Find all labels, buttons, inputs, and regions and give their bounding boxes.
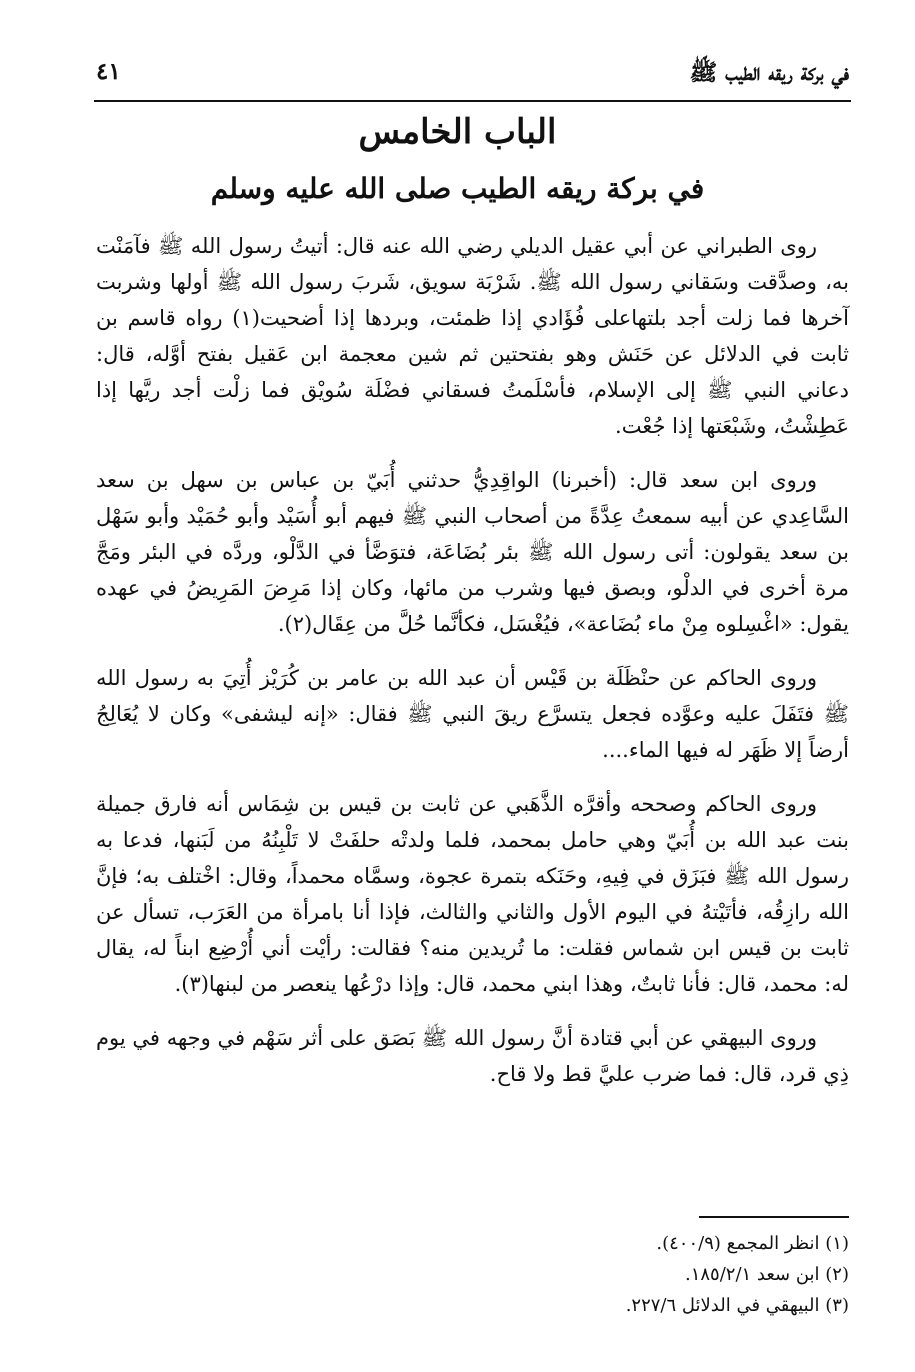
paragraph-5: وروى البيهقي عن أبي قتادة أنَّ رسول الله ﷺ بَصَق على أثر سَهْم في وجهه في يوم ذِي قرد، قال: فما ضرب عليَّ قط ولا قاح.: [96, 1026, 849, 1086]
footnote-rule: [699, 1216, 849, 1218]
body-text: [96, 228, 849, 1110]
footnotes: [96, 1228, 849, 1321]
page-number: ٤١: [96, 58, 121, 85]
paragraph-2: وروى ابن سعد قال: (أخبرنا) الواقِدِيُّ حدثني أُبَيّ بن عباس بن سهل بن سعد السَّاعِدي عن أبيه سمعتُ عِدَّةً من أصحاب النبي ﷺ فيهم أبو أُسَيْد وأبو حُمَيْد وأبو سَهْل بن سعد يقولون: أتى رسول الله ﷺ بئر بُضَاعَة، فتوَضَّأ في الدَّلْو، وردَّه في البئر ومَجَّ مرة أخرى في الدلْو، وبصق فيها وشرب من مائها، وكان إذا مَرِضَ المَرِيضُ في عهده يقول: «اغْسِلوه مِنْ ماء بُضَاعة»، فيُغْسَل، فكأنَّما حُلَّ من عِقَال(٢).: [96, 468, 849, 636]
chapter-subtitle: في بركة ريقه الطيب صلى الله عليه وسلم: [210, 172, 705, 205]
paragraph-1: روى الطبراني عن أبي عقيل الديلي رضي الله عنه قال: أتيتُ رسول الله ﷺ فآمَنْت به، وصدَّقت وسَقاني رسول الله ﷺ. شَرْبَة سويق، شَربَ رسول الله ﷺ أولها وشربت آخرها فما زلت أجد بلتهاعلى فُؤَادي إذا ظمئت، وبردها إذا أضحيت(١) رواه قاسم بن ثابت في الدلائل عن حَنَش وهو بفتحتين ثم شين معجمة ابن عَقيل بفتح أوَّله، قال: دعاني النبي ﷺ إلى الإسلام، فأسْلَمتُ فسقاني فضْلَة سُويْق فما زلْت أجد ريَّها إذا عَطِشْتُ، وشَبْعَتها إذا جُعْت.: [96, 234, 849, 438]
footnote-1: (١) انظر المجمع (٤٠٠/٩).: [656, 1233, 849, 1254]
paragraph-3: وروى الحاكم عن حنْظَلَة بن قَيْس أن عبد الله بن عامر بن كُرَيْز أُتِيَ به رسول الله ﷺ فتَفَلَ عليه وعوَّده فجعل يتسرَّع ريقَ النبي ﷺ فقال: «إنه ليشفى» وكان لا يُعَالِجُ أرضاً إلا ظَهَر له فيها الماء....: [96, 666, 849, 762]
footnote-3: (٣) البيهقي في الدلائل ٢٢٧/٦.: [625, 1295, 849, 1316]
header-rule: [94, 100, 851, 102]
running-title: في بركة ريقه الطيب ﷺ: [689, 59, 849, 86]
paragraph-4: وروى الحاكم وصححه وأقرَّه الذَّهَبي عن ثابت بن قيس بن شِمَاس أنه فارق جميلة بنت عبد الله بن أُبَيّ وهي حامل بمحمد، فلما ولدتْه حلفَتْ لا تَلْبِنُهُ من لَبَنها، فدعا به رسول الله ﷺ فبَزَق في فِيهِ، وحَنَكه بتمرة عجوة، وسمَّاه محمداً، وقال: اخْتلف به؛ فإنَّ الله رازِقُه، فأتَيْتهُ في اليوم الأول والثاني والثالث، فإذا أنا بامرأة من العَرَب، تسأل عن ثابت بن قيس ابن شماس فقلت: ما تُريدين منه؟ فقالت: رأيْت أني أُرْضِع ابناً له، يقال له: محمد، قال: فأنا ثابتٌ، وهذا ابني محمد، قال: وإذا درْعُها ينعصر من لبنها(٣).: [96, 792, 849, 996]
chapter-title: الباب الخامس: [358, 112, 557, 152]
footnote-2: (٢) ابن سعد ١٨٥/٢/١.: [684, 1264, 849, 1285]
